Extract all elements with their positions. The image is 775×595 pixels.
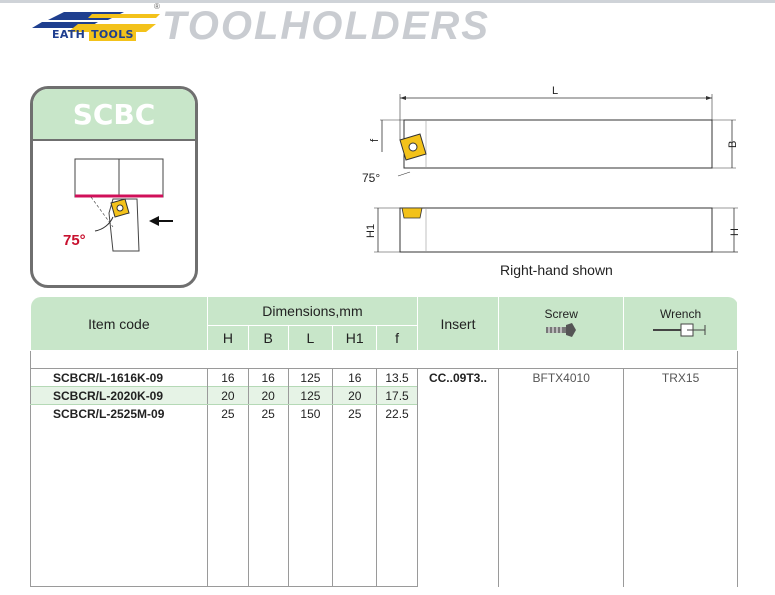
item-code-cell: SCBCR/L-2020K-09 <box>31 387 208 405</box>
card-title: SCBC <box>33 89 195 141</box>
dim-H-cell: 20 <box>208 387 248 405</box>
dim-B-cell: 16 <box>248 369 288 387</box>
dim-H1-cell: 16 <box>333 369 377 387</box>
header-insert: Insert <box>417 297 499 351</box>
header-screw <box>499 297 624 351</box>
item-code-cell: SCBCR/L-2525M-09 <box>31 405 208 423</box>
dim-f-cell: 13.5 <box>377 369 417 387</box>
header-screw-label: Screw <box>544 307 578 321</box>
logo-text-2: TOOLS <box>91 28 134 41</box>
header-wrench-label: Wrench <box>660 307 702 321</box>
dim-L-label: L <box>552 85 559 97</box>
spec-table <box>30 297 738 587</box>
screw-icon <box>544 321 578 339</box>
header-dim-H: H <box>208 326 248 351</box>
header-dim-B: B <box>248 326 288 351</box>
dim-L-cell: 150 <box>288 405 332 423</box>
dim-H-cell: 16 <box>208 369 248 387</box>
wrench-icon <box>651 321 711 339</box>
table-row <box>31 369 738 387</box>
logo-wordmark <box>52 28 136 41</box>
side-view-insert-icon <box>402 208 422 218</box>
feed-arrow-icon <box>149 216 173 226</box>
insert-cell: CC..09T3.. <box>417 369 499 587</box>
dim-B-label: B <box>727 140 739 148</box>
product-card <box>30 86 198 288</box>
header-dim-L: L <box>288 326 332 351</box>
header-dim-H1: H1 <box>333 326 377 351</box>
registered-mark: ® <box>154 2 160 11</box>
header-dim-f: f <box>377 326 417 351</box>
dim-H1-cell: 25 <box>333 405 377 423</box>
screw-cell: BFTX4010 <box>499 369 624 587</box>
technical-drawing <box>360 80 760 280</box>
header-dimensions: Dimensions,mm <box>208 297 417 326</box>
dim-H1-label: H1 <box>365 223 377 238</box>
drawing-caption: Right-hand shown <box>500 262 613 278</box>
dim-f-cell: 17.5 <box>377 387 417 405</box>
dim-L-cell: 125 <box>288 369 332 387</box>
card-angle-label: 75° <box>63 232 86 249</box>
header-wrench <box>624 297 738 351</box>
wrench-cell: TRX15 <box>624 369 738 587</box>
dim-f-cell: 22.5 <box>377 405 417 423</box>
page-title: TOOLHOLDERS <box>162 4 490 48</box>
cutting-diagram <box>33 141 195 285</box>
dim-B-cell: 25 <box>248 405 288 423</box>
angle-label: 75° <box>362 171 381 185</box>
dim-f-label: f <box>369 138 381 142</box>
logo-text-1: EATH <box>52 28 86 41</box>
dim-H-cell: 25 <box>208 405 248 423</box>
top-border <box>0 0 775 3</box>
dim-H1-cell: 20 <box>333 387 377 405</box>
header-item-code: Item code <box>31 297 208 351</box>
dim-B-cell: 20 <box>248 387 288 405</box>
item-code-cell: SCBCR/L-1616K-09 <box>31 369 208 387</box>
brand-logo <box>28 6 160 48</box>
dim-L-cell: 125 <box>288 387 332 405</box>
dim-H-label: H <box>729 228 741 236</box>
